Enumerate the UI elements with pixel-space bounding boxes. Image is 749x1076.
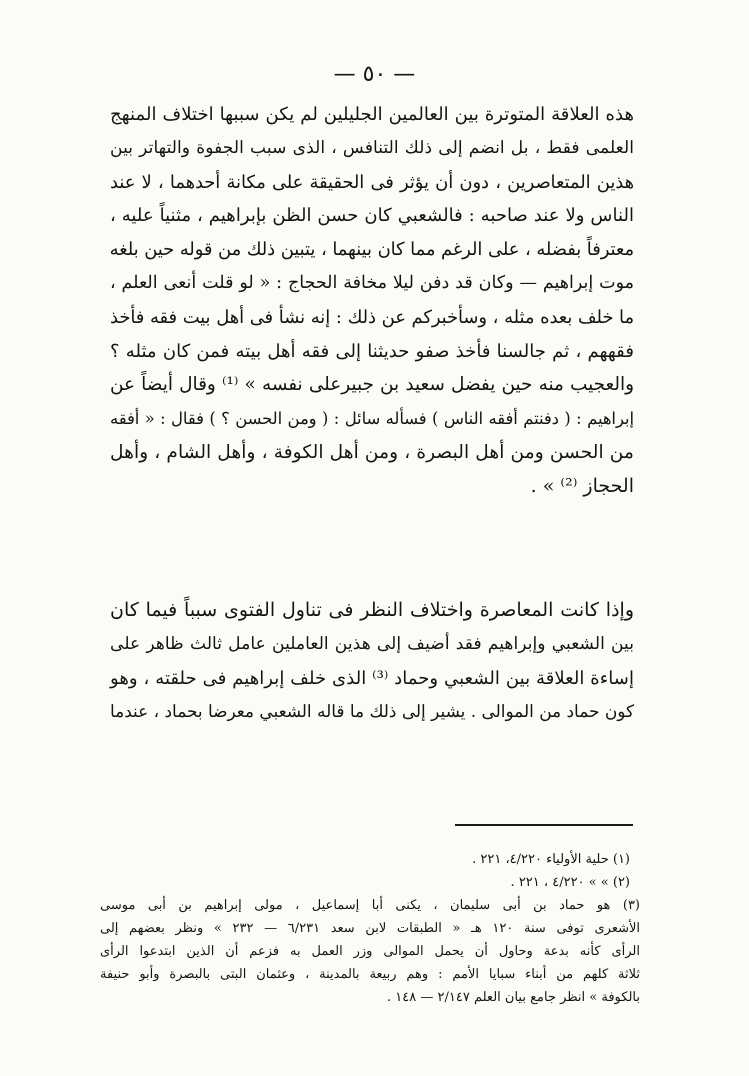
text-line: ما خلف بعده مثله ، وسأخبركم عن ذلك : إنه نشأ فى أهل بيت فقه فأخذ <box>110 306 634 328</box>
text-line: من الحسن ومن أهل البصرة ، ومن أهل الكوفة ، وأهل الشام ، وأهل <box>110 441 634 463</box>
text-line: بين الشعبي وإبراهيم فقد أضيف إلى هذين العاملين عامل ثالث ظاهر على <box>110 633 634 654</box>
footnote-divider <box>455 824 633 826</box>
text-line: والعجيب منه حين يفضل سعيد بن جبيرعلى نفسه » ⁽¹⁾ وقال أيضاً عن <box>110 374 634 396</box>
footnote-3-line: بالكوفة » انظر جامع بيان العلم ٢/١٤٧ — ١٤٨ . <box>387 990 640 1005</box>
footnote-1: (١) حلية الأولياء ٤/٢٢٠، ٢٢١ . <box>472 852 630 867</box>
text-line: فقههم ، ثم جالسنا فأخذ صفو حديثنا إلى فقه أهل بيته فمن كان مثله ؟ <box>110 340 634 362</box>
page-number: — ٥٠ — <box>333 62 416 87</box>
text-line: الحجاز ⁽²⁾ » . <box>530 474 634 497</box>
footnotes <box>100 848 640 1009</box>
text-line: هذين المتعاصرين ، دون أن يؤثر فى الحقيقة على مكانة أحدهما ، لا عند <box>110 171 634 193</box>
footnote-3: (٣) هو حماد بن أبى سليمان ، يكنى أبا إسماعيل ، مولى إبراهيم بن أبى موسى <box>100 898 640 913</box>
footnote-3-line: الرأى كأنه بدعة وحاول أن يحمل الموالى وزر العمل به فزعم أن الذين ابتدعوا الرأى <box>100 944 640 959</box>
text-line: هذه العلاقة المتوترة بين العالمين الجليلين لم يكن سببها اختلاف المنهج <box>110 104 634 125</box>
footnote-3-line: الأشعرى توفى سنة ١٢٠ هـ « الطبقات لابن سعد ٦/٢٣١ — ٢٣٢ » ونظر بعضهم إلى <box>100 921 641 936</box>
footnote-3-line: ثلاثة كلهم من أبناء سبايا الأمم : وهم ربيعة بالمدينة ، وعثمان البتى بالبصرة وأبو حنيفة <box>100 967 640 982</box>
text-line: العلمى فقط ، بل انضم إلى ذلك التنافس ، الذى سبب الجفوة والتهاتر بين <box>110 137 634 158</box>
paragraph-1 <box>110 98 634 504</box>
text-line: كون حماد من الموالى . يشير إلى ذلك ما قاله الشعبي معرضا بحماد ، عندما <box>110 701 634 722</box>
paragraph-2 <box>110 594 634 729</box>
footnote-2: (٢) » » ٤/٢٢٠ ، ٢٢١ . <box>510 875 630 890</box>
text-line: معترفاً بفضله ، على الرغم مما كان بينهما ، يتبين ذلك من قوله حين بلغه <box>109 239 634 261</box>
text-line: الناس ولا عند صاحبه : فالشعبي كان حسن الظن بإبراهيم ، مثنياً عليه ، <box>110 205 634 227</box>
text-line: موت إبراهيم — وكان قد دفن ليلا مخافة الحجاج : « لو قلت أنعى العلم ، <box>110 272 634 293</box>
text-line: إساءة العلاقة بين الشعبي وحماد ⁽³⁾ الذى خلف إبراهيم فى حلقته ، وهو <box>110 667 634 689</box>
text-line: وإذا كانت المعاصرة واختلاف النظر فى تناول الفتوى سبباً فيما كان <box>110 599 634 621</box>
text-line: إبراهيم : ( دفنتم أفقه الناس ) فسأله سائل : ( ومن الحسن ؟ ) فقال : « أفقه <box>110 409 634 429</box>
